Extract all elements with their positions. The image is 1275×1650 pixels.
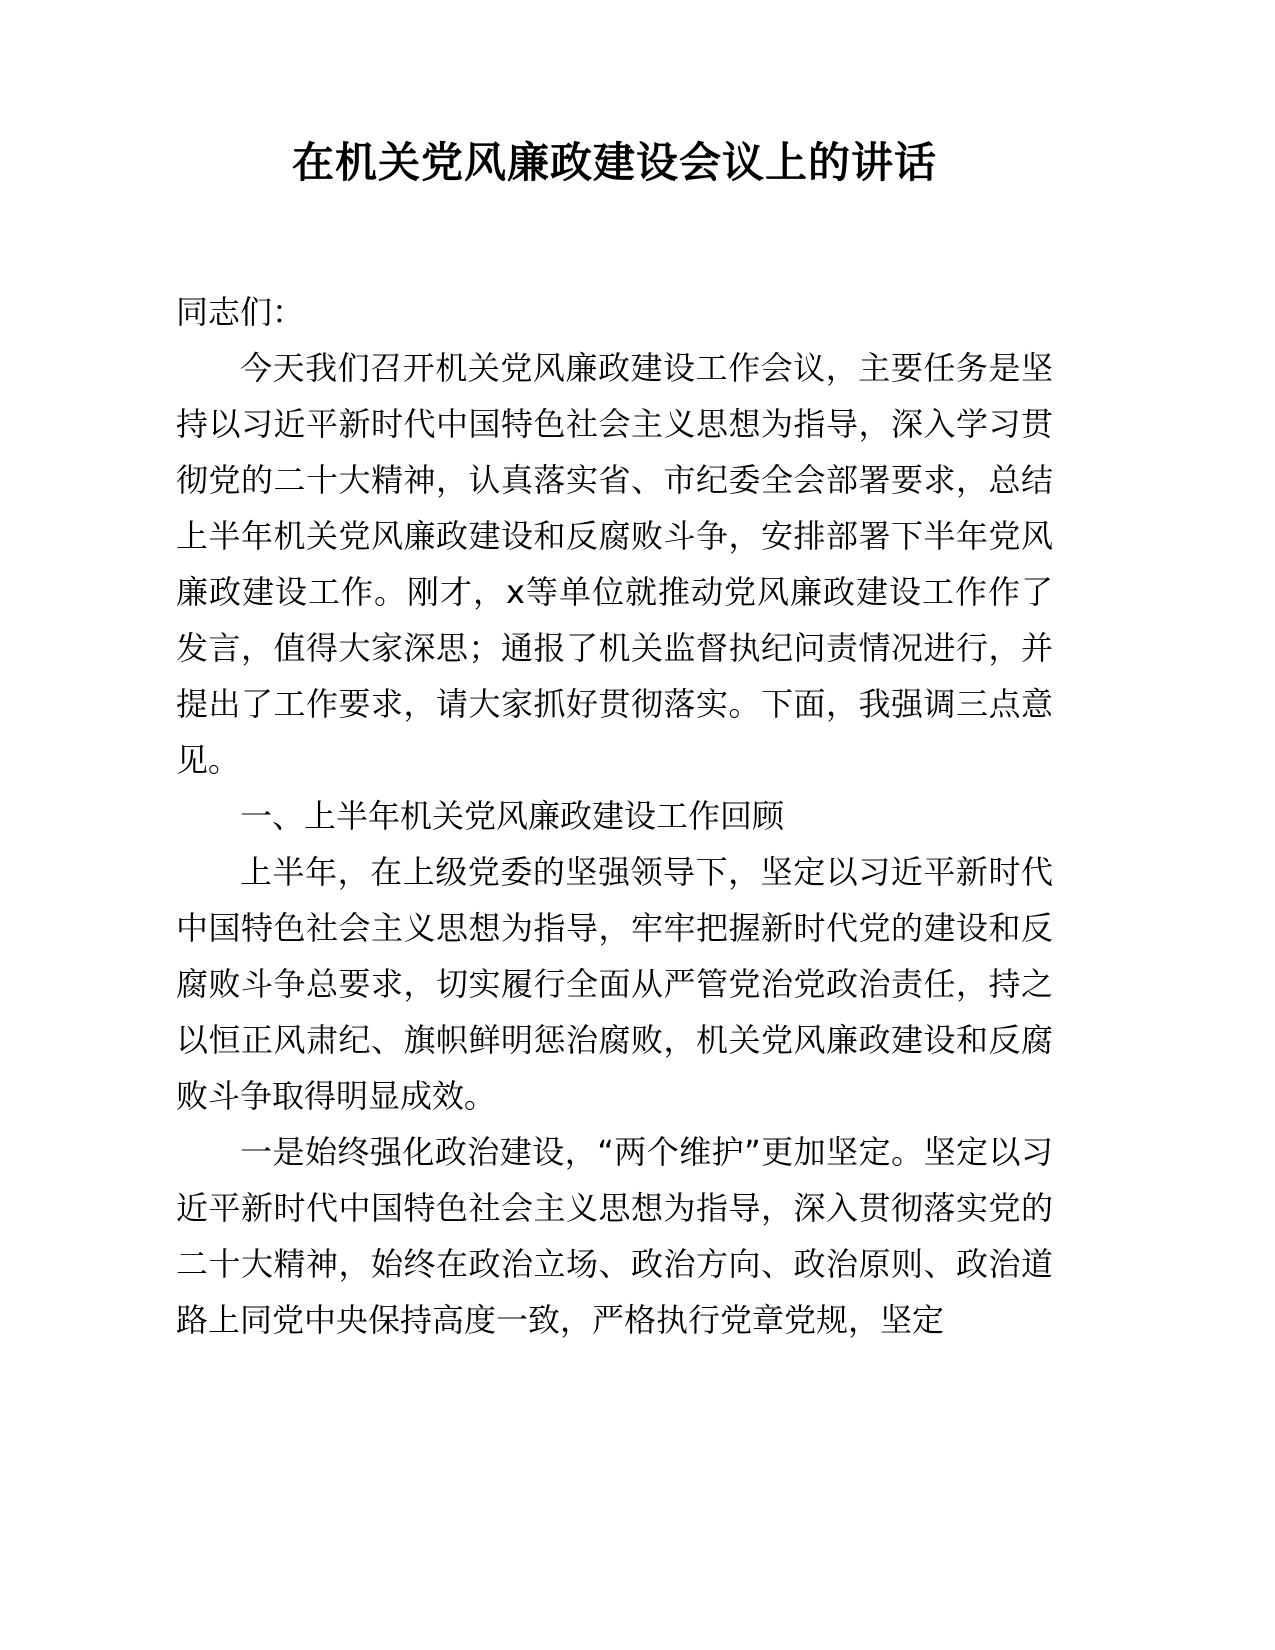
salutation: 同志们： xyxy=(176,293,305,332)
paragraph: 今天我们召开机关党风廉政建设工作会议，主要任务是坚持以习近平新时代中国特色社会主义思想为指导，深入学习贯彻党的二十大精神，认真落实省、市纪委全会部署要求，总结上半年机关党风廉政建设和反腐败斗争，安排部署下半年党风廉政建设工作。刚才，x等单位就推动党风廉政建设工作作了发言，值得大家深思；通报了机关监督执纪问责情况进行，并提出了工作要求，请大家抓好贯彻落实。下面，我强调三点意见。 xyxy=(176,349,1053,780)
paragraph: 一是始终强化政治建设，“两个维护”更加坚定。坚定以习近平新时代中国特色社会主义思想为指导，深入贯彻落实党的二十大精神，始终在政治立场、政治方向、政治原则、政治道路上同党中央保持高度一致，严格执行党章党规，坚定 xyxy=(176,1133,1053,1340)
paragraph: 上半年，在上级党委的坚强领导下，坚定以习近平新时代中国特色社会主义思想为指导，牢牢把握新时代党的建设和反腐败斗争总要求，切实履行全面从严管党治党政治责任，持之以恒正风肃纪、旗帜鲜明惩治腐败，机关党风廉政建设和反腐败斗争取得明显成效。 xyxy=(176,853,1053,1116)
section-heading: 一、上半年机关党风廉政建设工作回顾 xyxy=(240,797,785,836)
document-title: 在机关党风廉政建设会议上的讲话 xyxy=(291,138,937,187)
